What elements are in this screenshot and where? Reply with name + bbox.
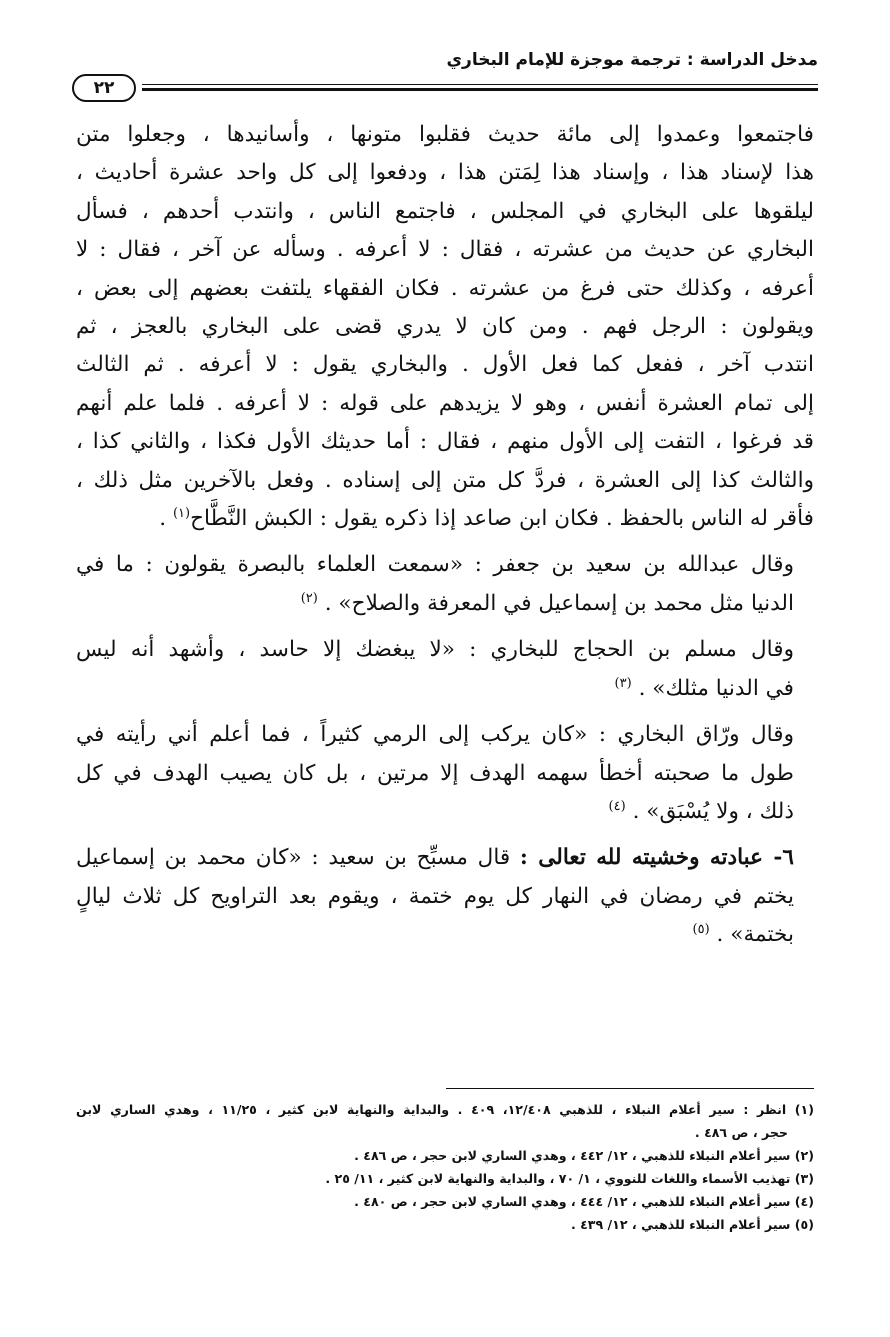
text-run: ذلك ، ولا يُسْبَق» .: [632, 798, 794, 824]
header-rule-thin: [142, 84, 818, 85]
footnote-ref-2[interactable]: (٢): [300, 590, 318, 606]
text-line: [76, 670, 794, 708]
main-text: [76, 116, 814, 963]
paragraph-5: [76, 839, 814, 954]
header-rule-thick: [142, 88, 818, 91]
footnote-2: (٢) سير أعلام النبلاء للذهبي ، ١٢/ ٤٤٢ ، وهدي الساري لابن حجر ، ص ٤٨٦ .: [354, 1148, 814, 1163]
footnote-separator: [446, 1088, 814, 1089]
text-run: فأقر له الناس بالحفظ . فكان ابن صاعد إذا ذكره يقول : الكبش النَّطَّاح: [190, 506, 814, 532]
text-line: البخاري عن حديث من عشرته ، فقال : لا أعرفه . وسأله عن آخر ، فقال : لا: [76, 237, 814, 263]
text-line: ويقولون : الرجل فهم . ومن كان لا يدري قضى على البخاري بالعجز ، ثم: [76, 314, 814, 340]
text-line: قد فرغوا ، التفت إلى الأول منهم ، فقال : أما حديثك الأول فكذا ، والثاني كذا ،: [76, 429, 814, 455]
page-number: ٢٢: [72, 74, 136, 102]
paragraph-2: [76, 546, 814, 623]
text-line: ليلقوها على البخاري في المجلس ، فاجتمع الناس ، وانتدب أحدهم ، فسأل: [76, 198, 814, 224]
footnote-1-continuation: حجر ، ص ٤٨٦ .: [694, 1125, 788, 1140]
paragraph-4: [76, 716, 814, 831]
footnotes: [76, 1098, 814, 1236]
text-line: [76, 839, 794, 877]
running-title: مدخل الدراسة : ترجمة موجزة للإمام البخاري: [446, 50, 818, 70]
text-line: يختم في رمضان في النهار كل يوم ختمة ، ويقوم بعد التراويح كل ثلاث ليالٍ: [76, 883, 794, 909]
text-line: طول ما صحبته أخطأ سهمه الهدف إلا مرتين ، بل كان يصيب الهدف في كل: [76, 760, 794, 786]
footnote-ref-5[interactable]: (٥): [692, 921, 710, 937]
paragraph-1: [76, 116, 814, 538]
text-line: وقال ورّاق البخاري : «كان يركب إلى الرمي كثيراً ، فما أعلم أني رأيته في: [76, 722, 794, 748]
text-line: أعرفه ، وكذلك حتى فرغ من عشرته . فكان الفقهاء يلتفت بعضهم إلى بعض ،: [76, 275, 814, 301]
text-line: هذا لإسناد هذا ، وإسناد هذا لِمَتن هذا ، ودفعوا إلى كل واحد عشرة أحاديث ،: [76, 160, 814, 186]
text-line: والثالث كذا إلى العشرة ، فردَّ كل متن إلى إسناده . وفعل بالآخرين مثل ذلك ،: [76, 467, 814, 493]
text-run: قال مسبِّح بن سعيد : «كان محمد بن إسماعيل: [76, 845, 520, 871]
text-line: [76, 500, 814, 538]
text-line: فاجتمعوا وعمدوا إلى مائة حديث فقلبوا متونها ، وأسانيدها ، وجعلوا متن: [76, 122, 814, 147]
text-line: انتدب آخر ، ففعل كما فعل الأول . والبخاري يقول : لا أعرفه . ثم الثالث: [76, 352, 814, 378]
text-line: [76, 585, 794, 623]
footnote-4: (٤) سير أعلام النبلاء للذهبي ، ١٢/ ٤٤٤ ، وهدي الساري لابن حجر ، ص ٤٨٠ .: [354, 1194, 814, 1209]
text-run: بختمة» .: [716, 922, 794, 948]
text-run: في الدنيا مثلك» .: [638, 675, 794, 701]
footnote-5: (٥) سير أعلام النبلاء للذهبي ، ١٢/ ٤٣٩ .: [570, 1217, 814, 1232]
section-heading: ٦- عبادته وخشيته لله تعالى :: [519, 845, 794, 871]
page-header: [72, 50, 818, 104]
text-run: .: [159, 506, 173, 532]
paragraph-3: [76, 631, 814, 708]
text-run: الدنيا مثل محمد بن إسماعيل في المعرفة والصلاح» .: [324, 590, 794, 616]
text-line: وقال عبدالله بن سعيد بن جعفر : «سمعت العلماء بالبصرة يقولون : ما في: [76, 552, 794, 578]
footnote-ref-4[interactable]: (٤): [608, 798, 626, 814]
footnote-ref-3[interactable]: (٣): [614, 675, 632, 691]
text-line: إلى تمام العشرة أنفس ، وهو لا يزيدهم على قوله : لا أعرفه . فلما علم أنهم: [76, 390, 814, 416]
footnote-ref-1[interactable]: (١): [172, 505, 191, 521]
footnote-3: (٣) تهذيب الأسماء واللغات للنووي ، ١/ ٧٠ ، والبداية والنهاية لابن كثير ، ١١/ ٢٥ .: [325, 1171, 814, 1186]
text-line: وقال مسلم بن الحجاج للبخاري : «لا يبغضك إلا حاسد ، وأشهد أنه ليس: [76, 637, 794, 663]
text-line: [76, 793, 794, 831]
text-line: [76, 916, 794, 954]
footnote-1: (١) انظر : سير أعلام النبلاء ، للذهبي ١٢/٤٠٨، ٤٠٩ . والبداية والنهاية لابن كثير ، ١١/٢٥ ، وهدي الساري لابن: [76, 1102, 814, 1117]
